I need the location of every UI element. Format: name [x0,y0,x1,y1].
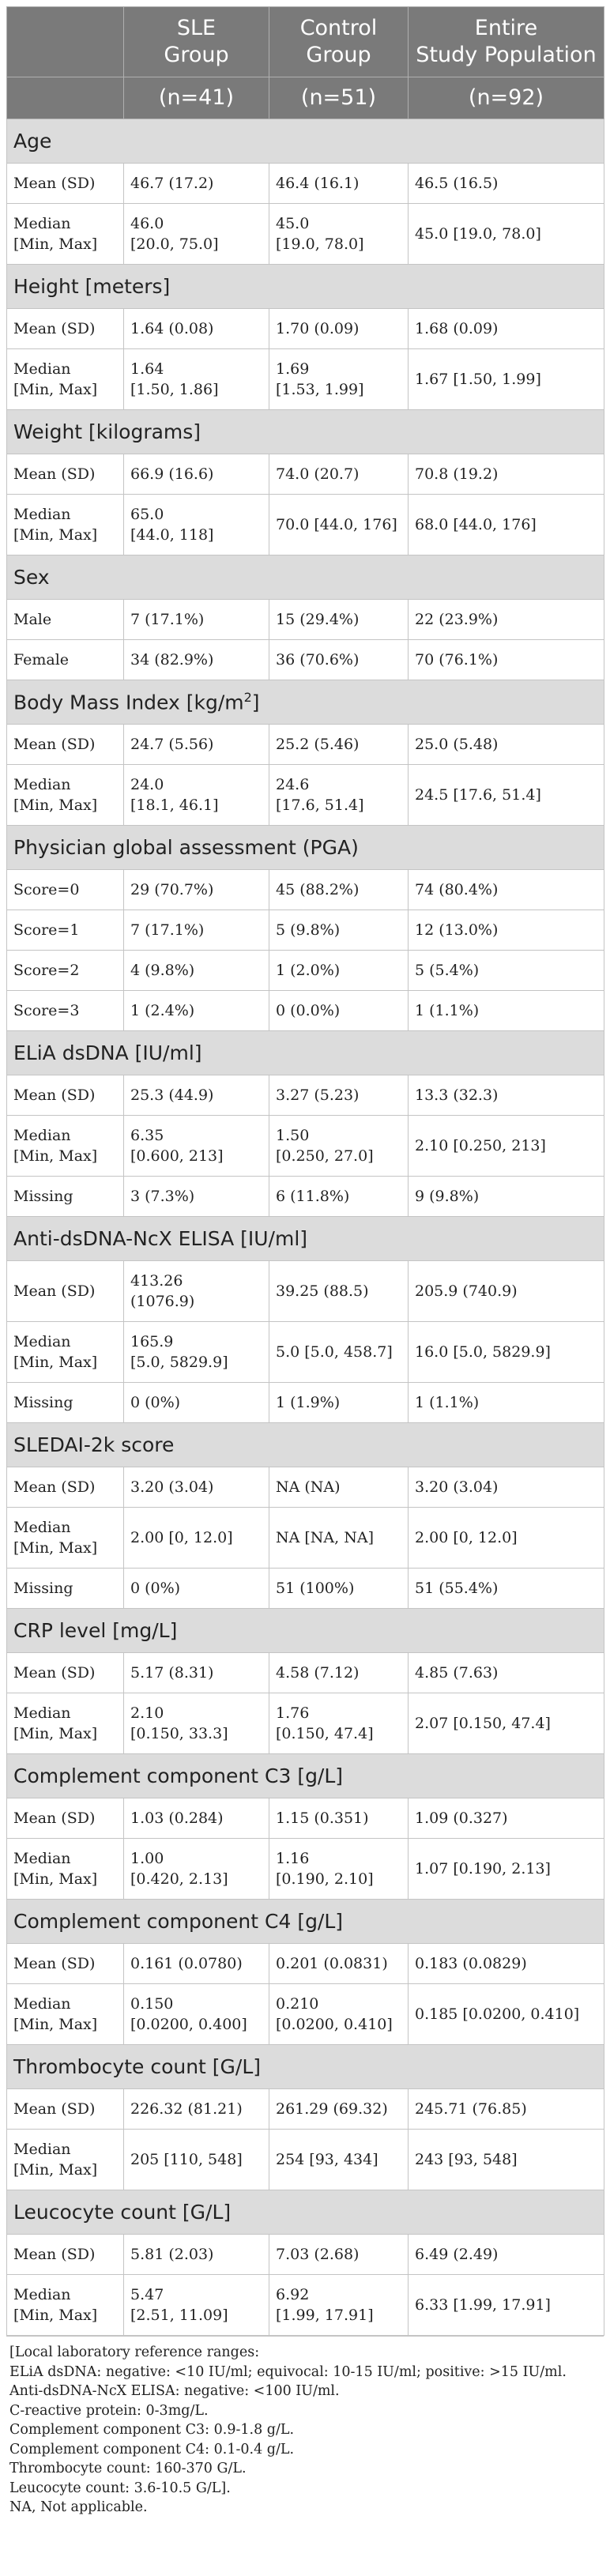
cell-control: 51 (100%) [269,1569,409,1609]
table-body [7,119,604,2336]
section-title-text: Body Mass Index [kg/m [13,691,244,714]
cell-sle: 25.3 (44.9) [124,1075,269,1116]
footnote-line: ELiA dsDNA: negative: <10 IU/ml; equivocal: 10-15 IU/ml; positive: >15 IU/ml. [9,2363,567,2380]
cell-control: 1.15 (0.351) [269,1798,409,1839]
section-title [7,826,604,870]
section-title [7,680,604,725]
cell-all: 6.33 [1.99, 17.91] [409,2275,604,2336]
cell-control: 4.58 (7.12) [269,1653,409,1693]
header-n-sle: (n=41) [124,77,269,119]
header-entire: Entire Study Population [409,7,604,77]
footnote-line: Complement component C4: 0.1-0.4 g/L. [9,2441,295,2457]
header-row [7,7,604,77]
cell-all: 1 (1.1%) [409,1383,604,1423]
row-label: Median [Min, Max] [7,2275,124,2336]
cell-control: 25.2 (5.46) [269,725,409,765]
cell-sle: 1 (2.4%) [124,991,269,1031]
table-row [7,2089,604,2130]
cell-all: 2.10 [0.250, 213] [409,1116,604,1177]
row-label: Score=3 [7,991,124,1031]
section-title [7,1900,604,1944]
cell-sle: 24.7 (5.56) [124,725,269,765]
cell-control: NA (NA) [269,1467,409,1508]
cell-sle: 165.9 [5.0, 5829.9] [124,1322,269,1383]
table-row [7,1508,604,1569]
cell-sle: 2.10 [0.150, 33.3] [124,1693,269,1754]
cell-all: 25.0 (5.48) [409,725,604,765]
footnote-line: NA, Not applicable. [9,2499,148,2515]
cell-all: 6.49 (2.49) [409,2235,604,2275]
cell-control: 46.4 (16.1) [269,164,409,204]
section-header-row [7,2190,604,2235]
cell-all: 2.07 [0.150, 47.4] [409,1693,604,1754]
cell-sle: 2.00 [0, 12.0] [124,1508,269,1569]
footnote-line: Anti-dsDNA-NcX ELISA: negative: <100 IU/ml. [9,2383,340,2399]
cell-all: 205.9 (740.9) [409,1261,604,1322]
cell-sle: 0.150 [0.0200, 0.400] [124,1984,269,2045]
cell-sle: 1.64 [1.50, 1.86] [124,349,269,410]
table-row [7,1944,604,1984]
cell-all: 74 (80.4%) [409,870,604,910]
cell-sle: 3.20 (3.04) [124,1467,269,1508]
table-row [7,204,604,265]
row-label: Mean (SD) [7,164,124,204]
cell-sle: 5.81 (2.03) [124,2235,269,2275]
cell-all: 1.67 [1.50, 1.99] [409,349,604,410]
cell-control: NA [NA, NA] [269,1508,409,1569]
section-title-superscript: 2 [243,690,252,706]
cell-all: 9 (9.8%) [409,1177,604,1217]
cell-all: 0.185 [0.0200, 0.410] [409,1984,604,2045]
cell-sle: 46.0 [20.0, 75.0] [124,204,269,265]
section-title-text: Leucocyte count [G/L] [13,2201,232,2224]
cell-sle: 0 (0%) [124,1569,269,1609]
cell-all: 16.0 [5.0, 5829.9] [409,1322,604,1383]
cell-sle: 5.17 (8.31) [124,1653,269,1693]
cell-control: 74.0 (20.7) [269,454,409,495]
section-header-row [7,1031,604,1075]
cell-control: 39.25 (88.5) [269,1261,409,1322]
cell-sle: 29 (70.7%) [124,870,269,910]
row-label: Missing [7,1569,124,1609]
table-row [7,870,604,910]
table-row [7,1798,604,1839]
cell-sle: 6.35 [0.600, 213] [124,1116,269,1177]
table-row [7,495,604,555]
table-row [7,1177,604,1217]
cell-all: 45.0 [19.0, 78.0] [409,204,604,265]
section-title-text: Age [13,130,52,153]
cell-sle: 65.0 [44.0, 118] [124,495,269,555]
cell-control: 5 (9.8%) [269,910,409,951]
cell-control: 45 (88.2%) [269,870,409,910]
cell-sle: 24.0 [18.1, 46.1] [124,765,269,826]
table-row [7,164,604,204]
table-row [7,725,604,765]
row-label: Female [7,640,124,680]
row-label: Median [Min, Max] [7,2130,124,2190]
row-label: Median [Min, Max] [7,204,124,265]
cell-all: 1.68 (0.09) [409,309,604,349]
header-n-control: (n=51) [269,77,409,119]
footnote-line: [Local laboratory reference ranges: [9,2344,260,2360]
cell-control: 5.0 [5.0, 458.7] [269,1322,409,1383]
row-label: Mean (SD) [7,1261,124,1322]
cell-control: 15 (29.4%) [269,600,409,640]
row-label: Score=1 [7,910,124,951]
footnote-line: C-reactive protein: 0-3mg/L. [9,2402,209,2419]
row-label: Mean (SD) [7,1075,124,1116]
table-row [7,1569,604,1609]
cell-control: 1.76 [0.150, 47.4] [269,1693,409,1754]
row-label: Median [Min, Max] [7,1984,124,2045]
table-row [7,600,604,640]
table-row [7,1261,604,1322]
section-title [7,410,604,454]
cell-all: 22 (23.9%) [409,600,604,640]
cell-control: 0.201 (0.0831) [269,1944,409,1984]
cell-control: 0 (0.0%) [269,991,409,1031]
table-row [7,2235,604,2275]
cell-sle: 7 (17.1%) [124,600,269,640]
summary-table [6,6,604,2336]
cell-sle: 413.26 (1076.9) [124,1261,269,1322]
section-title-text: Height [meters] [13,275,171,298]
table-row [7,1693,604,1754]
cell-all: 245.71 (76.85) [409,2089,604,2130]
cell-sle: 46.7 (17.2) [124,164,269,204]
cell-all: 12 (13.0%) [409,910,604,951]
cell-all: 46.5 (16.5) [409,164,604,204]
row-label: Median [Min, Max] [7,1839,124,1900]
section-title [7,1217,604,1261]
row-label: Median [Min, Max] [7,1116,124,1177]
section-title-text: Sex [13,566,50,589]
cell-control: 261.29 (69.32) [269,2089,409,2130]
table-row [7,2130,604,2190]
cell-all: 2.00 [0, 12.0] [409,1508,604,1569]
table-row [7,1839,604,1900]
section-header-row [7,1217,604,1261]
cell-control: 254 [93, 434] [269,2130,409,2190]
row-label: Mean (SD) [7,309,124,349]
row-label: Median [Min, Max] [7,765,124,826]
table-row [7,991,604,1031]
section-header-row [7,1900,604,1944]
table-row [7,765,604,826]
cell-all: 13.3 (32.3) [409,1075,604,1116]
cell-sle: 1.64 (0.08) [124,309,269,349]
cell-all: 243 [93, 548] [409,2130,604,2190]
table-row [7,309,604,349]
header-sle: SLE Group [124,7,269,77]
cell-all: 4.85 (7.63) [409,1653,604,1693]
table-row [7,910,604,951]
table-row [7,454,604,495]
cell-control: 1.70 (0.09) [269,309,409,349]
row-label: Mean (SD) [7,1467,124,1508]
section-title-text: Weight [kilograms] [13,420,201,443]
header-empty [7,7,124,77]
cell-sle: 226.32 (81.21) [124,2089,269,2130]
section-header-row [7,680,604,725]
section-title-text: Physician global assessment (PGA) [13,836,359,859]
row-label: Mean (SD) [7,454,124,495]
section-title [7,119,604,164]
row-label: Median [Min, Max] [7,349,124,410]
row-label: Mean (SD) [7,1944,124,1984]
table-row [7,1984,604,2045]
cell-control: 70.0 [44.0, 176] [269,495,409,555]
cell-sle: 3 (7.3%) [124,1177,269,1217]
cell-all: 68.0 [44.0, 176] [409,495,604,555]
row-label: Median [Min, Max] [7,1693,124,1754]
table-row [7,1116,604,1177]
row-label: Missing [7,1177,124,1217]
cell-control: 1.69 [1.53, 1.99] [269,349,409,410]
cell-sle: 0.161 (0.0780) [124,1944,269,1984]
cell-all: 51 (55.4%) [409,1569,604,1609]
row-label: Mean (SD) [7,1798,124,1839]
cell-all: 24.5 [17.6, 51.4] [409,765,604,826]
row-label: Score=0 [7,870,124,910]
cell-sle: 1.00 [0.420, 2.13] [124,1839,269,1900]
table-row [7,640,604,680]
section-header-row [7,119,604,164]
header-n-row [7,77,604,119]
table-row [7,1322,604,1383]
cell-control: 45.0 [19.0, 78.0] [269,204,409,265]
section-title-text: CRP level [mg/L] [13,1619,178,1642]
row-label: Mean (SD) [7,1653,124,1693]
cell-all: 1.09 (0.327) [409,1798,604,1839]
section-title [7,2045,604,2089]
cell-control: 36 (70.6%) [269,640,409,680]
section-title-text: Anti-dsDNA-NcX ELISA [IU/ml] [13,1227,308,1250]
section-title [7,1031,604,1075]
row-label: Mean (SD) [7,2235,124,2275]
cell-control: 1 (1.9%) [269,1383,409,1423]
section-title-text: SLEDAI-2k score [13,1433,175,1456]
section-header-row [7,265,604,309]
table-row [7,349,604,410]
header-n-entire: (n=92) [409,77,604,119]
table-row [7,1075,604,1116]
cell-all: 70 (76.1%) [409,640,604,680]
section-header-row [7,1754,604,1798]
cell-control: 0.210 [0.0200, 0.410] [269,1984,409,2045]
section-header-row [7,410,604,454]
table-row [7,1467,604,1508]
cell-all: 3.20 (3.04) [409,1467,604,1508]
row-label: Median [Min, Max] [7,1508,124,1569]
section-title-text: Thrombocyte count [G/L] [13,2055,262,2078]
section-title [7,555,604,600]
row-label: Median [Min, Max] [7,1322,124,1383]
row-label: Score=2 [7,951,124,991]
section-header-row [7,555,604,600]
table-row [7,1653,604,1693]
cell-all: 1.07 [0.190, 2.13] [409,1839,604,1900]
cell-control: 1 (2.0%) [269,951,409,991]
row-label: Mean (SD) [7,2089,124,2130]
cell-sle: 5.47 [2.51, 11.09] [124,2275,269,2336]
row-label: Median [Min, Max] [7,495,124,555]
cell-all: 0.183 (0.0829) [409,1944,604,1984]
table-footnotes [6,2336,604,2518]
cell-sle: 7 (17.1%) [124,910,269,951]
table-row [7,2275,604,2336]
section-title-text: Complement component C3 [g/L] [13,1764,344,1787]
cell-sle: 205 [110, 548] [124,2130,269,2190]
cell-control: 24.6 [17.6, 51.4] [269,765,409,826]
cell-all: 5 (5.4%) [409,951,604,991]
cell-sle: 66.9 (16.6) [124,454,269,495]
header-control: Control Group [269,7,409,77]
section-title [7,1609,604,1653]
cell-control: 6.92 [1.99, 17.91] [269,2275,409,2336]
table-row [7,1383,604,1423]
cell-all: 70.8 (19.2) [409,454,604,495]
cell-sle: 0 (0%) [124,1383,269,1423]
section-title [7,2190,604,2235]
section-header-row [7,1609,604,1653]
section-title [7,1423,604,1467]
cell-control: 6 (11.8%) [269,1177,409,1217]
cell-control: 3.27 (5.23) [269,1075,409,1116]
cell-control: 1.50 [0.250, 27.0] [269,1116,409,1177]
footnote-line: Leucocyte count: 3.6-10.5 G/L]. [9,2480,231,2496]
section-title [7,1754,604,1798]
row-label: Mean (SD) [7,725,124,765]
section-title-text: ELiA dsDNA [IU/ml] [13,1041,202,1064]
section-header-row [7,1423,604,1467]
row-label: Missing [7,1383,124,1423]
row-label: Male [7,600,124,640]
cell-control: 1.16 [0.190, 2.10] [269,1839,409,1900]
section-title-end: ] [251,691,260,714]
cell-all: 1 (1.1%) [409,991,604,1031]
header-n-empty [7,77,124,119]
section-title-text: Complement component C4 [g/L] [13,1910,344,1933]
section-title [7,265,604,309]
footnote-line: Complement component C3: 0.9-1.8 g/L. [9,2422,295,2438]
table-row [7,951,604,991]
cell-sle: 4 (9.8%) [124,951,269,991]
footnote-line: Thrombocyte count: 160-370 G/L. [9,2461,247,2476]
cell-control: 7.03 (2.68) [269,2235,409,2275]
section-header-row [7,826,604,870]
cell-sle: 34 (82.9%) [124,640,269,680]
section-header-row [7,2045,604,2089]
cell-sle: 1.03 (0.284) [124,1798,269,1839]
